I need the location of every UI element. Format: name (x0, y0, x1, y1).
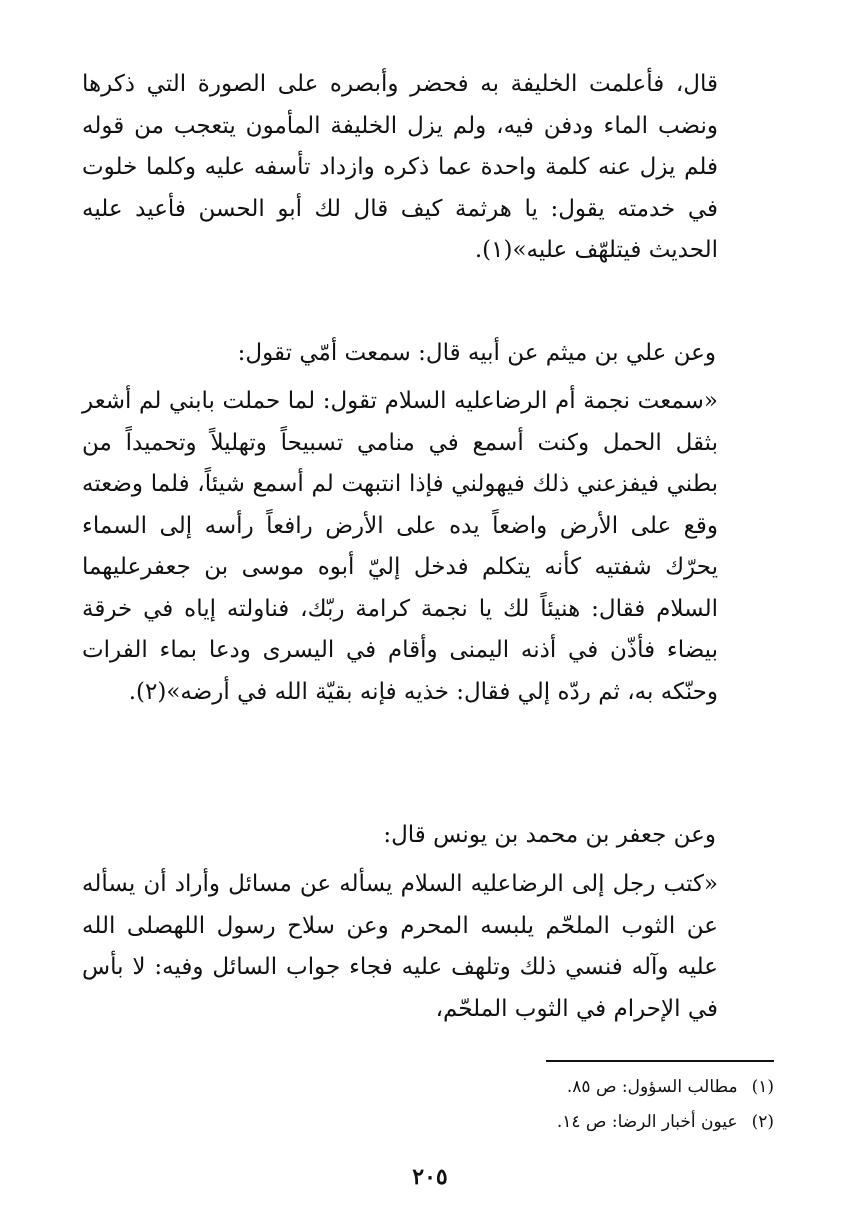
page-number: ٢٠٥ (412, 1164, 448, 1190)
quote-paragraph-1 (82, 64, 718, 272)
quote-paragraph-2 (82, 381, 718, 713)
footnote-2 (214, 1110, 774, 1134)
narration-line-2: وعن جعفر بن محمد بن يونس قال: (383, 822, 716, 848)
narration-line-1: وعن علي بن ميثم عن أبيه قال: سمعت أمّي تقول: (237, 340, 716, 366)
quote-text-2: «سمعت نجمة أم الرضاعليه السلام تقول: لما حملت بابني لم أشعر بثقل الحمل وكنت أسمع في منامي تسبيحاً وتهليلاً وتحميداً من بطني فيفزعني ذلك فيهولني فإذا انتبهت لم أسمع شيئاً، فلما وضعته وقع على الأرض واضعاً يده على الأرض رافعاً رأسه إلى السماء يحرّك شفتيه كأنه يتكلم فدخل إليّ أبوه موسى بن جعفرعليهما السلام فقال: هنيئاً لك يا نجمة كرامة ربّك، فناولته إياه في خرقة بيضاء فأذّن في أذنه اليمنى وأقام في اليسرى ودعا بماء الفرات وحنّكه به، ثم ردّه إلي فقال: خذيه فإنه بقيّة الله في أرضه»(٢). (82, 388, 718, 705)
footnote-text: عيون أخبار الرضا: ص ١٤. (556, 1112, 738, 1132)
footnote-number: (١) (751, 1077, 774, 1097)
footnote-number: (٢) (751, 1112, 774, 1132)
footnote-1 (214, 1075, 774, 1099)
quote-paragraph-3 (82, 864, 718, 1030)
quote-text-1: قال، فأعلمت الخليفة به فحضر وأبصره على الصورة التي ذكرها ونضب الماء ودفن فيه، ولم يزل الخليفة المأمون يتعجب من قوله فلم يزل عنه كلمة واحدة عما ذكره وازداد تأسفه عليه وكلما خلوت في خدمته يقول: يا هرثمة كيف قال لك أبو الحسن فأعيد عليه الحديث فيتلهّف عليه»(١). (82, 71, 718, 263)
quote-text-3: «كتب رجل إلى الرضاعليه السلام يسأله عن مسائل وأراد أن يسأله عن الثوب الملحّم يلبسه المحرم وعن سلاح رسول اللهصلى الله عليه وآله فنسي ذلك وتلهف عليه فجاء جواب السائل وفيه: لا بأس في الإحرام في الثوب الملحّم، (82, 871, 718, 1022)
footnote-text: مطالب السؤول: ص ٨٥. (566, 1077, 738, 1097)
footnote-divider (546, 1060, 774, 1062)
